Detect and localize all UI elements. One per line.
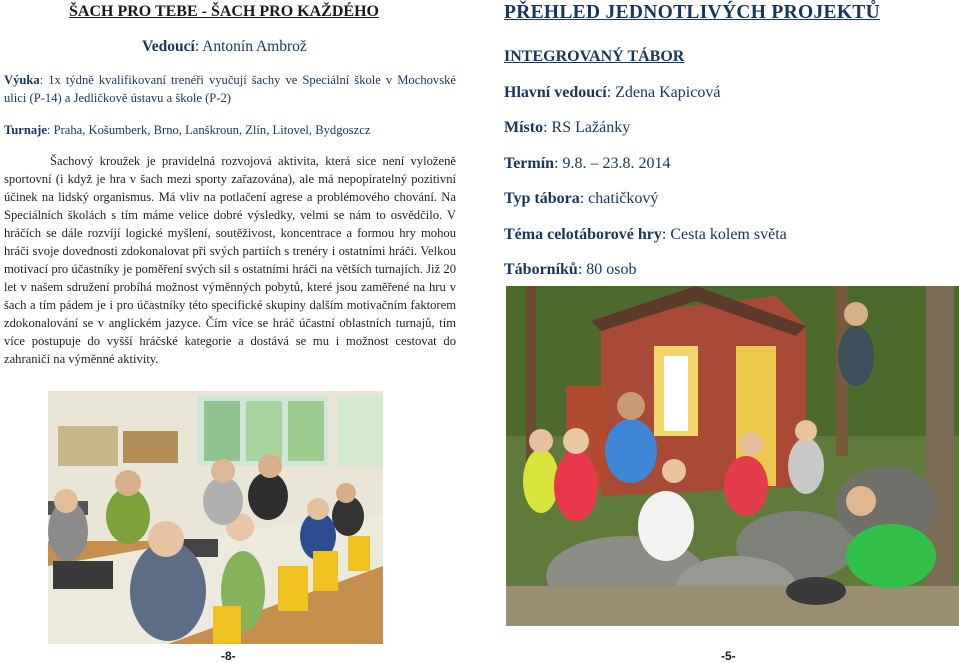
info-line-hlavni-vedouci (504, 84, 720, 102)
turnaje-label: Turnaje (4, 123, 47, 137)
info-line-tabornici (504, 261, 636, 279)
info-value: : Cesta kolem světa (661, 226, 787, 243)
project-subtitle: INTEGROVANÝ TÁBOR (504, 48, 685, 65)
right-page-number: -5- (721, 649, 736, 663)
right-page-title: PŘEHLED JEDNOTLIVÝCH PROJEKTŮ (504, 2, 880, 23)
right-page (490, 0, 959, 663)
turnaje-text: : Praha, Košumberk, Brno, Lanškroun, Zlín, Litovel, Bydgoszcz (46, 123, 371, 137)
vyuka-text: : 1x týdně kvalifikovaní trenéři vyučují šachy ve Speciální škole v Mochovské ulici (P-14) a Jedličkově ústavu a škole (P-2) (4, 73, 456, 105)
vedouci-line (142, 38, 307, 56)
left-page-number: -8- (221, 649, 236, 663)
info-label: Táborníků (504, 261, 578, 278)
vedouci-label: Vedoucí (142, 38, 195, 55)
info-value: : chatičkový (579, 190, 659, 207)
vyuka-label: Výuka (4, 73, 40, 87)
body-paragraph: Šachový kroužek je pravidelná rozvojová aktivita, která sice není vyloženě sportovní (i když je hra v šach mezi sporty zařazována), ale má nepopíratelný pozitivní účinek na lidský organismus. Má vliv na potlačení agrese a problémového chování. Na Speciálních školách s tím máme velice dobré výsledky, velmi se nám to osvědčilo. V hráčích se dále rozvíjí logické myšlení, soutěživost, koncentrace a formou hry mohou hráči svoje dovednosti zdokonalovat při svých partiích s trenéry i ostatními hráči. Velkou motivací pro účastníky je poměření svých sil s ostatními hráči na větších turnajích. Již 20 let v našem sdružení probíhá možnost výměnných pobytů, které jsou zaměřené na hru v šach a tím pádem je i pro účastníky této specifické skupiny dalším motivačním faktorem zdokonalování se v anglickém jazyce. Čím více se hráč účastní oblastních turnajů, tím více postupuje do vyšší hráčské kategorie a dostává se mu i možnost cestovat do zahraničí na výměnné aktivity. (4, 154, 456, 366)
info-line-typ-tabora (504, 190, 658, 208)
info-label: Hlavní vedoucí (504, 84, 607, 101)
info-label: Typ tábora (504, 190, 580, 207)
info-label: Termín (504, 155, 555, 172)
info-label: Téma celotáborové hry (504, 226, 662, 243)
info-value: : Zdena Kapicová (606, 84, 721, 101)
turnaje-paragraph (4, 121, 456, 139)
camp-group-photo (506, 286, 959, 626)
info-value: : 9.8. – 23.8. 2014 (554, 155, 671, 172)
info-value: : RS Lažánky (543, 119, 631, 136)
vyuka-paragraph (4, 71, 456, 107)
info-label: Místo (504, 119, 544, 136)
info-value: : 80 osob (577, 261, 637, 278)
info-line-tema (504, 226, 787, 244)
left-page-title: ŠACH PRO TEBE - ŠACH PRO KAŽDÉHO (69, 3, 379, 20)
left-page (0, 0, 470, 663)
info-line-misto (504, 119, 630, 137)
info-line-termin (504, 155, 671, 173)
vedouci-value: : Antonín Ambrož (194, 38, 307, 55)
chess-class-photo (48, 391, 383, 644)
